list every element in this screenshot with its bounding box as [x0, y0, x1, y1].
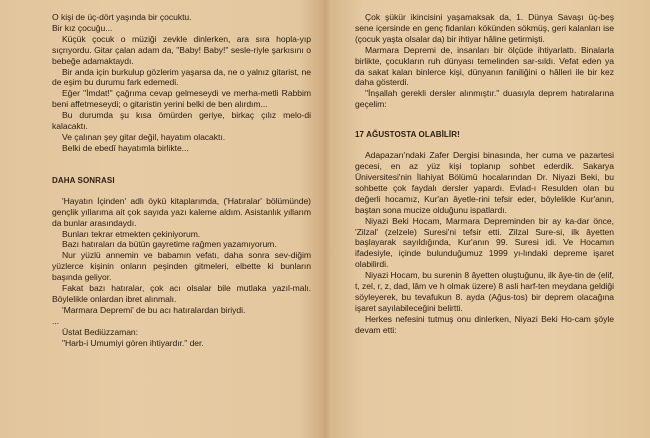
left-paragraph: 'Hayatın İçinden' adlı öykü kitaplarımda, ('Hatıralar' bölümünde) gençlik yıllarıma ait çok sayıda yazı kaleme aldım. Asistanlık yıllarım da bunlar arasındaydı.: [52, 195, 311, 228]
left-paragraph: 'Marmara Depremi' de bu acı hatıralardan biriydi.: [62, 304, 246, 315]
right-paragraph: Çok şükür ikincisini yaşamaksak da, 1. Dünya Savaşı üç-beş sene içersinde en genç fidanları kökünden sökmüş, geri kalanları ise (çocuk yaşta olsalar da) bir ihtiyar hâline getirmişti.: [355, 12, 614, 44]
left-paragraph: Bu durumda şu kısa ömürden geriye, birkaç çılız melo-di kalacaktı.: [52, 110, 311, 132]
right-page: [325, 0, 650, 438]
section-heading-daha-sonrasi: DAHA SONRASI: [52, 175, 115, 185]
left-paragraph: Bunları tekrar etmekten çekiniyorum.: [62, 228, 201, 239]
left-paragraph: Bazı hatıraları da bütün gayretime rağmen yazamıyorum.: [62, 239, 277, 250]
right-paragraph: "İnşallah gerekli dersler alınmıştır." duasıyla deprem hatıralarına geçelim:: [355, 88, 614, 110]
left-top-text: [52, 12, 311, 154]
left-paragraph: Eğer "İmdat!" çağrıma cevap gelmeseydi ve merha-metli Rabbim beni affetmeseydi; o gitaristin yerini belki de ben alırdım...: [52, 88, 311, 110]
right-top-text: [355, 12, 614, 110]
left-paragraph: Fakat bazı hatıralar, çok acı olsalar bile mutlaka yazıl-malı. Böylelikle onlardan ibret alınmalı.: [52, 283, 311, 304]
left-line: O kişi de üç-dört yaşında bir çocuktu.: [52, 12, 192, 22]
left-paragraph: Ve çalınan şey gitar değil, hayatım olacaktı.: [62, 131, 226, 142]
left-paragraph: Bir anda için burkulup gözlerim yaşarsa da, ne o yalnız gitarist, ne de eşim bu durumu fark edemedi.: [52, 66, 311, 88]
left-paragraph: Küçük çocuk o müziği zevkle dinlerken, ara sıra hopla-yıp sıçrıyordu. Gitar çalan adam da, "Baby! Baby!" sesle-riyle şarkısını o bebeğe adamaktaydı.: [52, 33, 311, 66]
left-paragraph: "Harb-i Umumiyi gören ihtiyardır." der.: [62, 337, 204, 348]
right-paragraph: Adapazarı'ndaki Zafer Dergisi binasında, her cuma ve pazartesi gecesi, en az yüz kişi toplanıp sohbet ederdik. Sakarya Üniversitesi'nin İlahiyat Bölümü hocalarından Dr. Niyazi Beki, bu sohbette çok faydalı dersler yapardı. Evlad-ı Resulden olan bu değerli hocamız, Kur'an âyetle-rini tefsir eder, böylelikle Kur'anın, baştan sona mucize olduğunu ispatlardı.: [355, 150, 614, 215]
right-body-text: [355, 150, 614, 335]
right-paragraph: Herkes nefesini tutmuş onu dinlerken, Niyazi Beki Ho-cam şöyle devam etti:: [355, 313, 614, 335]
left-paragraph: Belki de ebedî hayatımla birlikte...: [62, 142, 189, 153]
left-paragraph: Nur yüzlü annemin ve babamın vefatı, daha sonra sev-diğim yüzlerce kişinin onların peşinden gitmeleri, elbette ki bunların başında geliyor.: [52, 250, 311, 283]
left-line: Bir kız çocuğu...: [52, 22, 113, 33]
section-heading-17-agustos: 17 AĞUSTOSTA OLABİLİR!: [355, 130, 460, 140]
left-paragraph: Üstat Bediüzzaman:: [62, 326, 139, 337]
right-paragraph: Niyazi Beki Hocam, Marmara Depreminden bir ay ka-dar önce, 'Zilzal' (zelzele) Suresi'ni tefsir etti. Zilzal Sure-si, ilk âyetten başlayarak sayıldığında, Kur'anın 99. Suresi idi. Ve Hocamın ifadesiyle, içinde bulunduğumuz 1999 yı-lındaki depreme işaret olabilirdi.: [355, 215, 614, 270]
right-paragraph: Niyazi Hocam, bu surenin 8 âyetten oluştuğunu, ilk âye-tin de (elif, t, zel, r, z, dad, lâm ve h olmak üzere) 8 asli harf-ten meydana geldiği söyleyerek, bu tevafukun 8. ayda (Ağus-tos) bir deprem olacağına işaret sayılabileceğini belirtti.: [355, 270, 614, 313]
ellipsis-line: ...: [52, 315, 60, 326]
left-body-text: [52, 196, 311, 349]
right-paragraph: Marmara Depremi de, insanları bir ölçüde ihtiyarlattı. Binalarla birlikte, çocukların ruh dünyası temelinden sar-sıldı. Vefat eden ya da sakat kalan binlerce kişi, dünyanın faniliğini o hâlleri ile bir kez daha gösterdi.: [355, 44, 614, 88]
